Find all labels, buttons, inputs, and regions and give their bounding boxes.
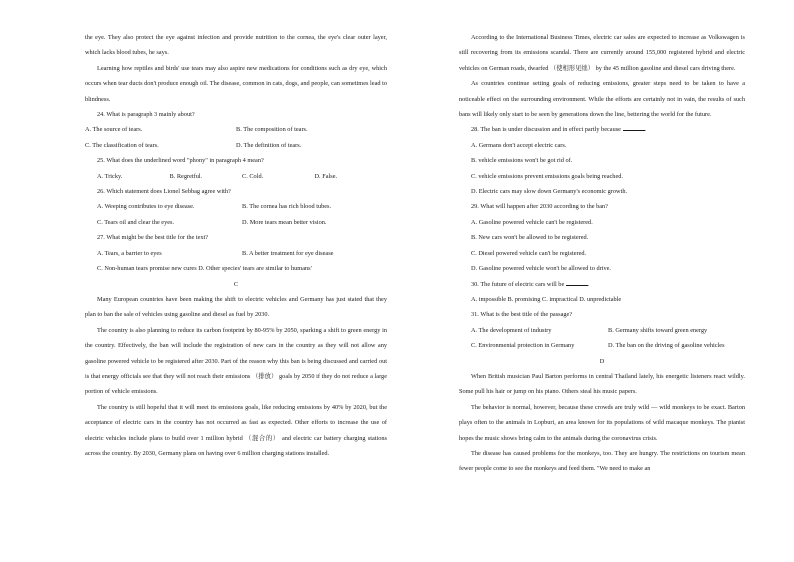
- question-27-options-cd: C. Non-human tears promise new cures D. Other species' tears are similar to humans': [97, 265, 312, 273]
- option-a: A. Tricky.: [97, 172, 123, 180]
- option-b: B. Regretful.: [169, 172, 203, 180]
- question-30-options: A. impossible B. promising C. impractical D. unpredictable: [471, 295, 622, 303]
- question-24: 24. What is paragraph 3 mainly about?: [97, 111, 195, 119]
- question-25: 25. What does the underlined word "phony" in paragraph 4 mean?: [97, 157, 264, 165]
- passage-c-paragraph: Many European countries have been making the shift to electric vehicles and Germany has just stated that they plan to ban the sale of vehicles using gasoline and diesel as fuel by 2030.: [85, 295, 387, 319]
- option-c: C. The classification of tears.: [85, 141, 159, 149]
- question-25-options: [85, 169, 387, 184]
- option-b: B. The composition of tears.: [236, 126, 308, 134]
- question-24-options: [85, 138, 387, 153]
- section-d-heading: D: [599, 357, 605, 365]
- passage-c-paragraph: The country is still hopeful that it will meet its emissions goals, like reducing emissions by 40% by 2020, but the acceptance of electric cars in the country has not occurred as fast as expected. Other efforts to increase the use of electric vehicles include plans to build over 1 million hybrid （混合的） and electric car battery charging stations across the country. By 2030, Germany plans on having over 6 million charging stations installed.: [85, 403, 387, 457]
- right-column: [459, 30, 745, 477]
- question-30: 30. The future of electric cars will be .: [471, 280, 590, 288]
- question-27: 27. What might be the best title for the text?: [97, 234, 209, 242]
- option-a: A. Germans don't accept electric cars.: [471, 141, 567, 149]
- option-a: A. The development of industry: [471, 326, 552, 334]
- option-c: C. Diesel powered vehicle can't be registered.: [471, 249, 587, 257]
- question-30-stem: 30. The future of electric cars will be: [471, 280, 565, 288]
- question-24-options: [85, 122, 387, 137]
- left-column: [85, 30, 387, 461]
- question-26-options: [85, 199, 387, 214]
- option-d: D. The ban on the driving of gasoline vehicles: [608, 342, 725, 350]
- question-28: 28. The ban is under discussion and in effect partly because .: [471, 126, 647, 134]
- answer-blank: [623, 124, 645, 131]
- passage-c-paragraph: The country is also planning to reduce its carbon footprint by 80-95% by 2050, sparking a shift to green energy in the country. Effectively, the ban will include the registration of new cars in the country as they will not allow any gasoline powered vehicle to be registered after 2030. Part of the reason why this ban is being discussed and carried out is that energy officials see that they will not reach their emissions （排放） goals by 2050 if they do not reduce a large portion of vehicle emissions.: [85, 326, 387, 396]
- option-a: A. Weeping contributes to eye disease.: [97, 203, 195, 211]
- question-31-options: [459, 323, 745, 338]
- option-a: A. Gasoline powered vehicle can't be registered.: [471, 218, 593, 226]
- answer-blank: [566, 279, 588, 286]
- option-c: C. Environmental protection in Germany: [471, 342, 575, 350]
- option-a: A. The source of tears.: [85, 126, 143, 134]
- passage-c-paragraph: As countries continue setting goals of reducing emissions, greater steps need to be taken to have a noticeable effect on the surrounding environment. While the efforts are certainly not in vain, the results of such bans will likely only start to be seen by generations down the line, bettering the world for the future.: [459, 80, 745, 119]
- passage-d-paragraph: When British musician Paul Barton performs in central Thailand lately, his energetic listeners react wildly. Some pull his hair or jump on his piano. Others steal his music papers.: [459, 372, 745, 396]
- option-c: C. Cold.: [242, 172, 264, 180]
- option-b: B. The cornea has rich blood tubes.: [242, 203, 332, 211]
- question-31: 31. What is the best title of the passage?: [471, 311, 573, 319]
- option-b: B. New cars won't be allowed to be registered.: [471, 234, 589, 242]
- passage-b-paragraph: Learning how reptiles and birds' use tears may also aspire new medications for conditions such as dry eye, which occurs when tear ducts don't produce enough oil. The disease, common in cats, dogs, and people, can sometimes lead to blindness.: [85, 64, 387, 103]
- section-c-heading: C: [233, 280, 239, 288]
- option-d: D. More tears mean better vision.: [242, 218, 327, 226]
- option-b: B. Germany shifts toward green energy: [608, 326, 708, 334]
- question-28-stem: 28. The ban is under discussion and in effect partly because: [471, 126, 621, 134]
- question-26: 26. Which statement does Lionel Sebbag agree with?: [97, 188, 231, 196]
- option-d: D. Electric cars may slow down Germany's economic growth.: [471, 188, 628, 196]
- option-b: B. vehicle emissions won't be got rid of.: [471, 157, 573, 165]
- passage-d-paragraph: The disease has caused problems for the monkeys, too. They are hungry. The restrictions on tourism mean fewer people come to see the monkeys and feed them. "We need to make an: [459, 449, 745, 473]
- option-d: D. Gasoline powered vehicle won't be allowed to drive.: [471, 265, 611, 273]
- option-a: A. Tears, a barrier to eyes: [97, 249, 162, 257]
- question-26-options: [85, 215, 387, 230]
- option-d: D. False.: [314, 172, 338, 180]
- option-b: B. A better treatment for eye disease: [242, 249, 334, 257]
- question-27-options: [85, 246, 387, 261]
- passage-c-paragraph: According to the International Business Times, electric car sales are expected to increase as Volkswagen is still recovering from its emissions scandal. There are currently around 155,000 registered hybrid and electric vehicles on German roads, dwarfed （使相形见绌） by the 45 million gasoline and diesel cars driving there.: [459, 34, 745, 72]
- question-29: 29. What will happen after 2030 according to the ban?: [471, 203, 608, 211]
- option-c: C. Tears oil and clear the eyes.: [97, 218, 175, 226]
- option-d: D. The definition of tears.: [236, 141, 302, 149]
- question-31-options: [459, 338, 745, 353]
- option-c: C. vehicle emissions prevent emissions goals being reached.: [471, 172, 623, 180]
- passage-d-paragraph: The behavior is normal, however, because these crowds are truly wild — wild monkeys to be exact. Barton plays often to the animals in Lopburi, an area known for its populations of wild macaque monkeys. The pianist hopes the music shows bring calm to the animals during the coronavirus crisis.: [459, 403, 745, 442]
- passage-b-paragraph: the eye. They also protect the eye against infection and provide nutrition to the cornea, the eye's clear outer layer, which lacks blood tubes, he says.: [85, 34, 387, 57]
